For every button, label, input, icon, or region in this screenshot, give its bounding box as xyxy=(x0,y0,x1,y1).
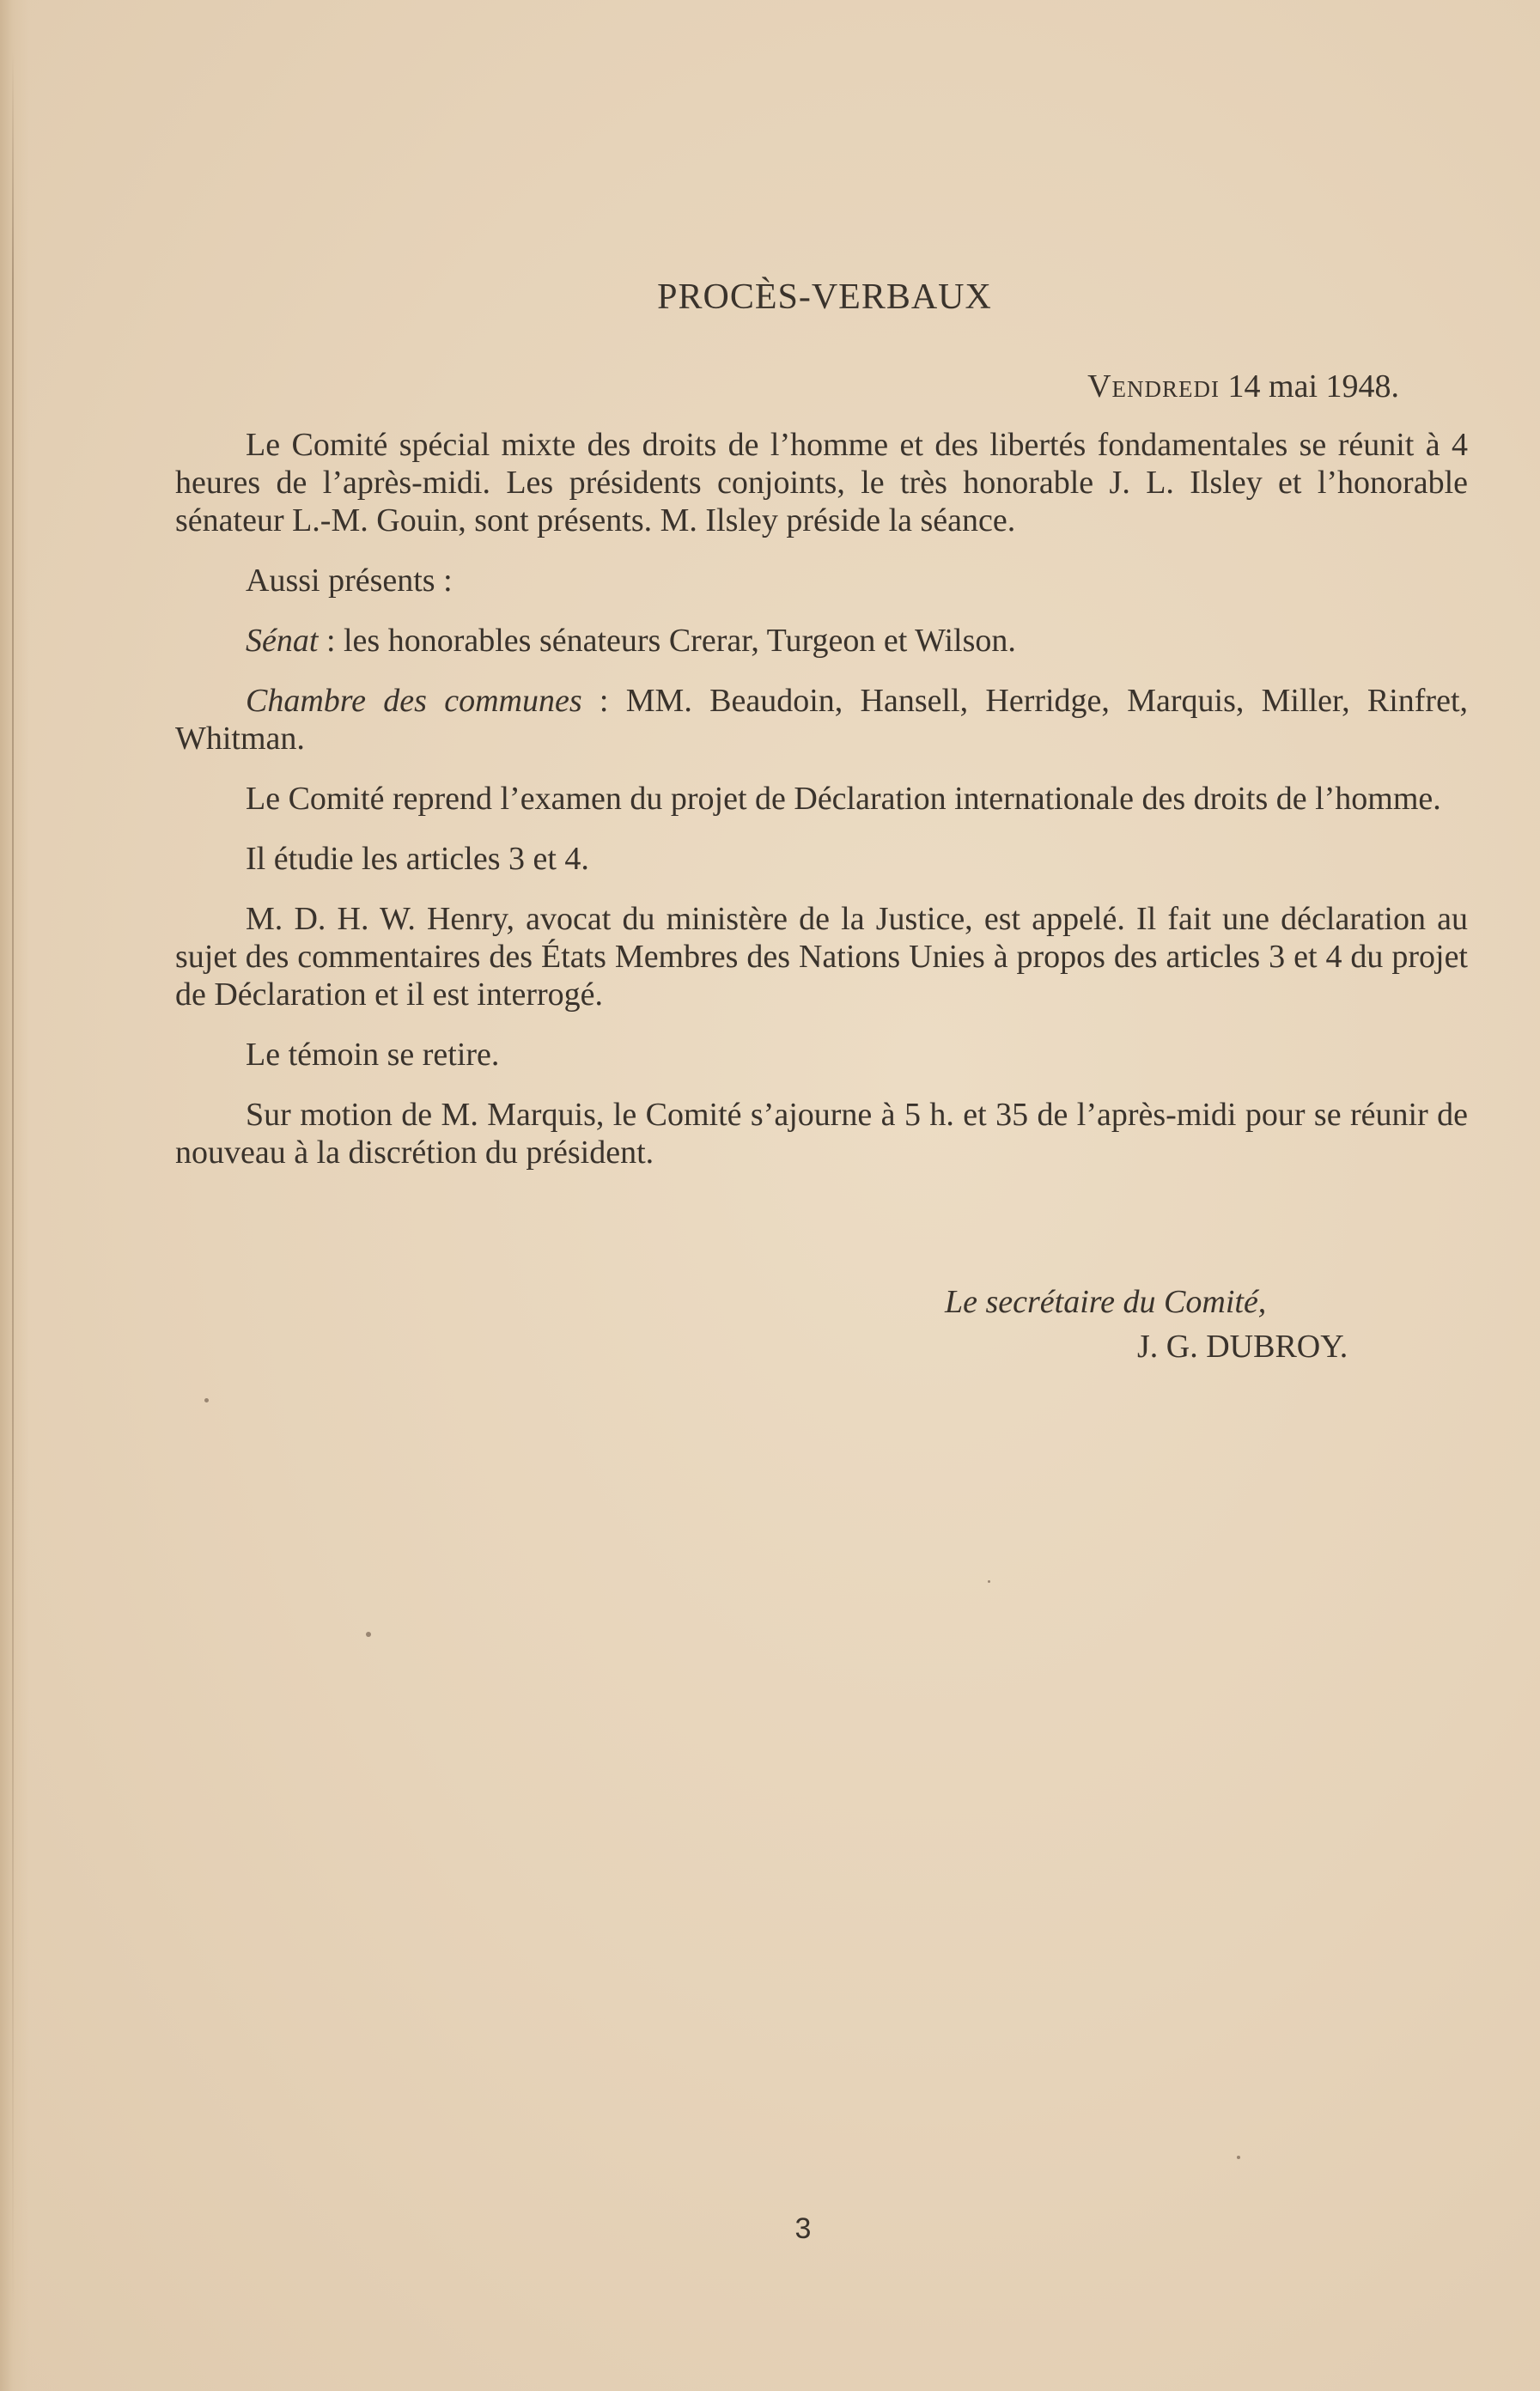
page-left-edge xyxy=(0,0,29,2391)
paragraph-senate xyxy=(175,622,1468,660)
date-weekday: Vendredi xyxy=(1087,368,1220,405)
paragraph-opening: Le Comité spécial mixte des droits de l’homme et des libertés fondamentales se réunit à 4 heures de l’après-midi. Les présidents conjoints, le très honorable J. L. Ilsley et l’honorable sénateur L.-M. Gouin, sont présents. M. Ilsley préside la séance. xyxy=(175,427,1468,538)
minutes-body xyxy=(175,426,1468,1194)
signature-role: Le secrétaire du Comité, xyxy=(945,1284,1267,1320)
paragraph-commons xyxy=(175,682,1468,757)
senate-label: Sénat xyxy=(246,623,319,659)
signature-name: J. G. DUBROY. xyxy=(1137,1329,1348,1365)
paragraph-witness-retires: Le témoin se retire. xyxy=(246,1037,500,1073)
paper-speck xyxy=(1237,2156,1240,2159)
commons-members: : MM. Beaudoin, Hansell, Herridge, Marquis, Miller, Rinfret, Whitman. xyxy=(175,683,1469,757)
date-rest: 14 mai 1948. xyxy=(1220,368,1399,405)
signature-block xyxy=(945,1280,1391,1369)
meeting-date xyxy=(1087,368,1399,405)
binding-edge-line xyxy=(12,52,14,2336)
paper-speck xyxy=(988,1580,990,1583)
commons-label: Chambre des communes xyxy=(246,683,582,719)
page-number: 3 xyxy=(794,2212,812,2245)
page-title: PROCÈS-VERBAUX xyxy=(657,277,992,317)
paper-speck xyxy=(366,1632,371,1637)
paragraph-resume-examination: Le Comité reprend l’examen du projet de Déclaration internationale des droits de l’homme. xyxy=(246,781,1441,817)
paragraph-articles: Il étudie les articles 3 et 4. xyxy=(246,841,589,877)
senate-members: : les honorables sénateurs Crerar, Turgeon et Wilson. xyxy=(318,623,1016,659)
paragraph-witness: M. D. H. W. Henry, avocat du ministère de la Justice, est appelé. Il fait une déclaration au sujet des commentaires des États Membres des Nations Unies à propos des articles 3 et 4 du projet de Déclaration et il est interrogé. xyxy=(175,901,1468,1013)
paragraph-also-present: Aussi présents : xyxy=(246,563,453,599)
paper-speck xyxy=(204,1398,209,1402)
paragraph-adjournment: Sur motion de M. Marquis, le Comité s’ajourne à 5 h. et 35 de l’après-midi pour se réunir de nouveau à la discrétion du président. xyxy=(175,1097,1468,1171)
